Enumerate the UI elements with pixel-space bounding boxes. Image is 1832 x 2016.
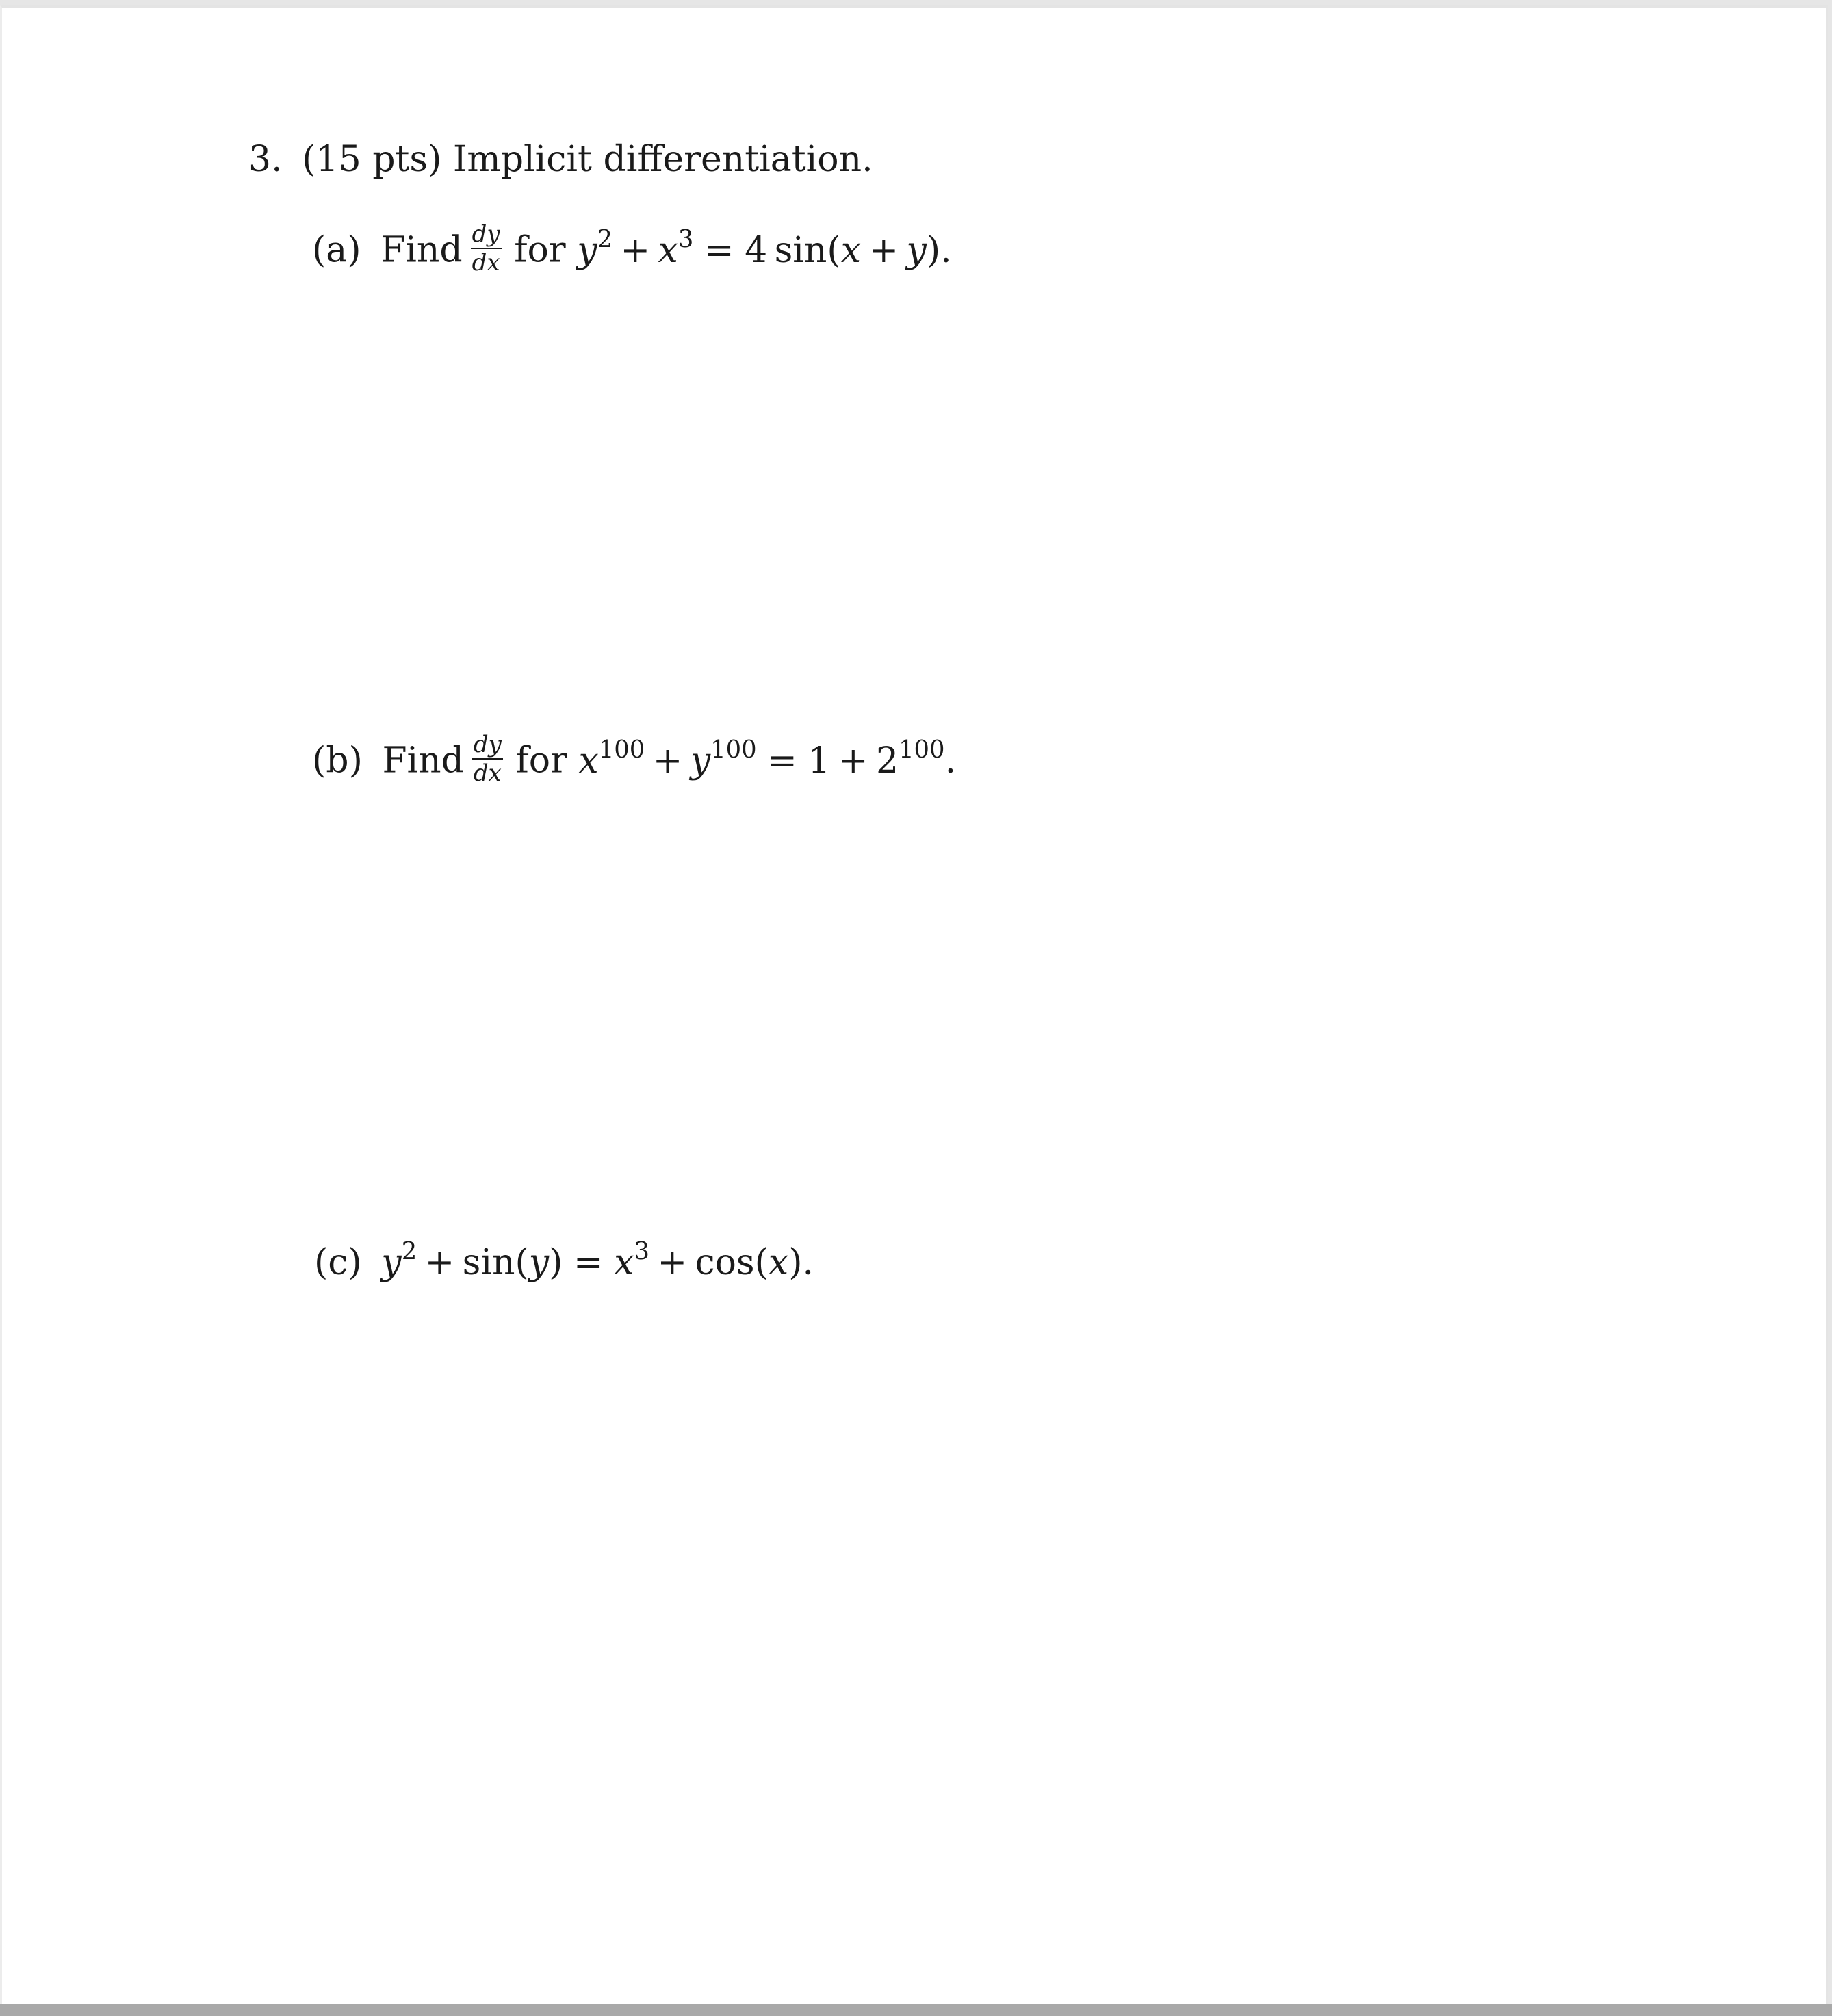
part-c [314,1237,814,1283]
viewer-bottom-edge [0,2004,1832,2016]
part-a-derivative [471,222,502,274]
part-a-connector: for [514,229,566,271]
problem-title: Implicit differentiation. [452,139,873,180]
part-c-equation: $y^2 + \sin(y) = x^3 + \cos(x)$. [381,1237,814,1283]
problem-number: 3. [248,139,283,180]
problem-points: (15 pts) [302,139,442,180]
part-b [312,731,957,789]
document-page [0,5,1828,2004]
part-b-verb: Find [382,740,464,781]
part-c-label: (c) [314,1242,362,1283]
part-b-deriv-num: dy [473,731,502,758]
part-a-deriv-den: dx [472,249,500,276]
part-b-equation: $x^{100} + y^{100} = 1 + 2^{100}$. [578,735,957,781]
part-b-deriv-den: dx [473,760,502,787]
part-a-label: (a) [312,229,361,271]
part-a-deriv-num: dy [472,220,500,248]
part-a [312,220,952,279]
problem-heading [248,139,873,180]
part-a-verb: Find [380,229,463,271]
part-b-label: (b) [312,740,363,781]
part-a-equation: $y^2 + x^3 = 4$ sin(x + y). [577,224,952,271]
part-b-connector: for [515,740,567,781]
part-b-derivative [472,733,503,785]
